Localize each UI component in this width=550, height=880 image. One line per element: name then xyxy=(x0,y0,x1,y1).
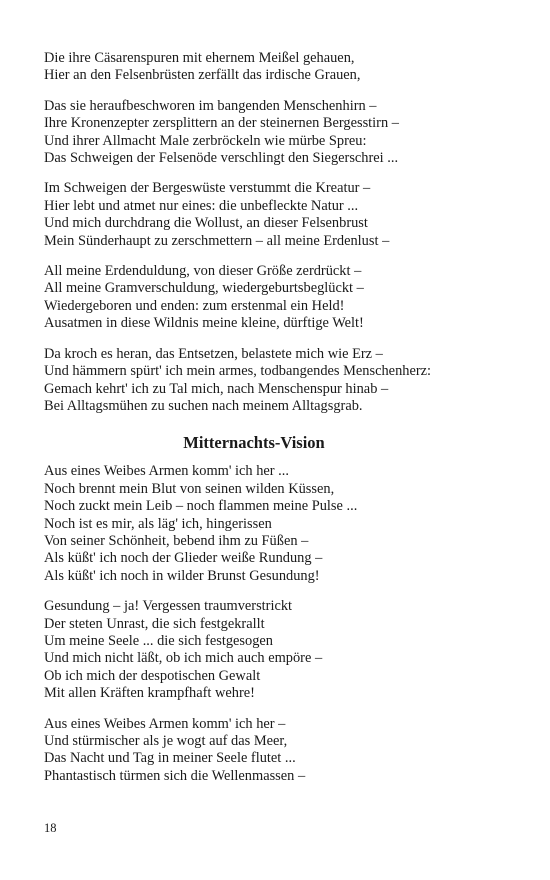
verse-line: Das Schweigen der Felsenöde verschlingt den Siegerschrei ... xyxy=(44,150,399,167)
verse-line: Ob ich mich der despotischen Gewalt xyxy=(44,667,261,684)
verse-line: Um meine Seele ... die sich festgesogen xyxy=(44,632,273,649)
verse-line: Gesundung – ja! Vergessen traumverstrickt xyxy=(44,598,293,615)
verse-line: Als küßt' ich noch der Glieder weiße Rundung – xyxy=(44,550,323,567)
verse-line: All meine Erdenduldung, von dieser Größe zerdrückt – xyxy=(44,263,362,280)
verse-line: Da kroch es heran, das Entsetzen, belastete mich wie Erz – xyxy=(44,345,383,362)
verse-line: Von seiner Schönheit, bebend ihm zu Füßen – xyxy=(44,532,309,549)
verse-line: Und hämmern spürt' ich mein armes, todbangendes Menschenherz: xyxy=(44,363,432,380)
verse-line: Und mich nicht läßt, ob ich mich auch empöre – xyxy=(44,650,323,667)
verse-line: Und stürmischer als je wogt auf das Meer, xyxy=(44,733,288,749)
verse-line: Die ihre Cäsarenspuren mit ehernem Meißel gehauen, xyxy=(44,50,355,66)
verse-line: Aus eines Weibes Armen komm' ich her – xyxy=(44,715,286,732)
poem-continuation xyxy=(44,50,514,415)
verse-line: Das Nacht und Tag in meiner Seele flutet ... xyxy=(44,750,296,767)
stanza xyxy=(44,716,514,786)
verse-line: Hier an den Felsenbrüsten zerfällt das irdische Grauen, xyxy=(44,67,361,84)
verse-line: Im Schweigen der Bergeswüste verstummt die Kreatur – xyxy=(44,180,371,197)
verse-line: Das sie heraufbeschworen im bangenden Menschenhirn – xyxy=(44,97,377,114)
verse-line: Phantastisch türmen sich die Wellenmassen – xyxy=(44,767,306,784)
verse-line: Und ihrer Allmacht Male zerbröckeln wie mürbe Spreu: xyxy=(44,132,367,149)
verse-line: Der steten Unrast, die sich festgekrallt xyxy=(44,615,265,632)
verse-line: Ihre Kronenzepter zersplittern an der steinernen Bergesstirn – xyxy=(44,115,399,132)
verse-line: Noch ist es mir, als läg' ich, hingerissen xyxy=(44,515,272,532)
stanza xyxy=(44,598,514,702)
verse-line: Aus eines Weibes Armen komm' ich her ... xyxy=(44,463,289,480)
stanza xyxy=(44,50,514,85)
stanza xyxy=(44,346,514,416)
verse-line: Wiedergeboren und enden: zum erstenmal ein Held! xyxy=(44,297,345,314)
page-body xyxy=(44,50,514,798)
stanza xyxy=(44,263,514,333)
verse-line: Noch brennt mein Blut von seinen wilden Küssen, xyxy=(44,480,335,497)
stanza xyxy=(44,180,514,250)
poem-mitternachts-vision xyxy=(44,463,514,785)
verse-line: Gemach kehrt' ich zu Tal mich, nach Menschenspur hinab – xyxy=(44,380,389,397)
verse-line: Noch zuckt mein Leib – noch flammen meine Pulse ... xyxy=(44,498,358,515)
page-number: 18 xyxy=(44,821,57,835)
verse-line: Als küßt' ich noch in wilder Brunst Gesundung! xyxy=(44,567,320,584)
stanza xyxy=(44,98,514,168)
poem-title: Mitternachts-Vision xyxy=(183,433,325,453)
verse-line: Bei Alltagsmühen zu suchen nach meinem Alltagsgrab. xyxy=(44,397,363,414)
verse-line: Hier lebt und atmet nur eines: die unbefleckte Natur ... xyxy=(44,197,359,214)
verse-line: Und mich durchdrang die Wollust, an dieser Felsenbrust xyxy=(44,215,368,232)
verse-line: All meine Gramverschuldung, wiedergeburtsbeglückt – xyxy=(44,280,364,297)
verse-line: Ausatmen in diese Wildnis meine kleine, dürftige Welt! xyxy=(44,315,364,332)
verse-line: Mein Sünderhaupt zu zerschmettern – all meine Erdenlust – xyxy=(44,232,390,249)
stanza xyxy=(44,463,514,585)
verse-line: Mit allen Kräften krampfhaft wehre! xyxy=(44,685,255,702)
